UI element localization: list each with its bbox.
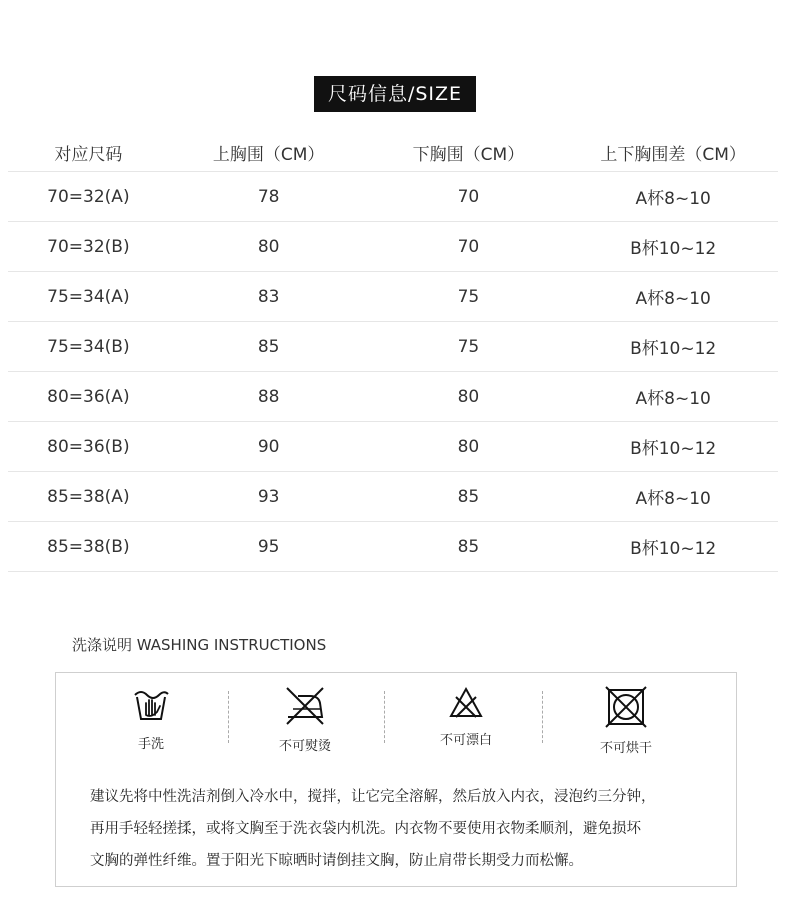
cell-under-bust: 75 [369, 322, 569, 372]
description-line: 再用手轻轻搓揉，或将文胸至于洗衣袋内机洗。内衣物不要使用衣物柔顺剂，避免损坏 [90, 821, 641, 837]
cell-under-bust: 80 [369, 372, 569, 422]
description-line: 文胸的弹性纤维。置于阳光下晾晒时请倒挂文胸，防止肩带长期受力而松懈。 [90, 853, 583, 869]
cell-size: 85=38(A) [8, 472, 169, 522]
icon-divider [542, 691, 543, 743]
table-row [8, 322, 778, 372]
washing-description [90, 781, 715, 877]
cell-under-bust: 80 [369, 422, 569, 472]
table-row [8, 172, 778, 222]
size-table-header [8, 133, 778, 172]
table-row [8, 372, 778, 422]
header-size: 对应尺码 [54, 144, 123, 165]
icon-label-no-bleach: 不可漂白 [439, 733, 492, 748]
header-upper-bust: 上胸围（CM） [212, 144, 325, 165]
icon-label-hand-wash: 手洗 [137, 737, 164, 752]
hand-wash-icon [131, 685, 171, 725]
cell-difference: B杯10~12 [568, 322, 778, 372]
no-tumble-dry-icon [604, 685, 648, 729]
icon-item-hand-wash [71, 685, 231, 765]
cell-upper-bust: 80 [169, 222, 369, 272]
cell-difference: A杯8~10 [568, 172, 778, 222]
cell-upper-bust: 88 [169, 372, 369, 422]
cell-upper-bust: 85 [169, 322, 369, 372]
washing-icons [56, 685, 736, 765]
cell-upper-bust: 78 [169, 172, 369, 222]
icon-divider [384, 691, 385, 743]
table-row [8, 222, 778, 272]
cell-under-bust: 85 [369, 472, 569, 522]
cell-size: 75=34(A) [8, 272, 169, 322]
table-row [8, 522, 778, 572]
cell-size: 80=36(A) [8, 372, 169, 422]
cell-upper-bust: 93 [169, 472, 369, 522]
icon-label-no-iron: 不可熨烫 [278, 739, 331, 754]
cell-under-bust: 85 [369, 522, 569, 572]
size-table [8, 133, 778, 572]
table-row [8, 472, 778, 522]
icon-label-no-tumble-dry: 不可烘干 [599, 741, 652, 756]
cell-size: 75=34(B) [8, 322, 169, 372]
size-title: 尺码信息/SIZE [314, 76, 476, 112]
table-row [8, 422, 778, 472]
cell-difference: B杯10~12 [568, 522, 778, 572]
icon-item-no-bleach [386, 685, 546, 765]
cell-difference: A杯8~10 [568, 372, 778, 422]
cell-difference: B杯10~12 [568, 222, 778, 272]
cell-size: 80=36(B) [8, 422, 169, 472]
cell-difference: B杯10~12 [568, 422, 778, 472]
cell-upper-bust: 95 [169, 522, 369, 572]
cell-upper-bust: 83 [169, 272, 369, 322]
washing-title: 洗涤说明 WASHING INSTRUCTIONS [72, 636, 327, 654]
header-under-bust: 下胸围（CM） [412, 144, 525, 165]
cell-under-bust: 70 [369, 172, 569, 222]
cell-under-bust: 75 [369, 272, 569, 322]
no-iron-icon [284, 685, 326, 727]
cell-upper-bust: 90 [169, 422, 369, 472]
cell-under-bust: 70 [369, 222, 569, 272]
header-bust-difference: 上下胸围差（CM） [600, 144, 746, 165]
cell-difference: A杯8~10 [568, 472, 778, 522]
cell-difference: A杯8~10 [568, 272, 778, 322]
washing-box [55, 672, 737, 887]
cell-size: 70=32(A) [8, 172, 169, 222]
description-line: 建议先将中性洗洁剂倒入冷水中，搅拌，让它完全溶解，然后放入内衣，浸泡约三分钟， [90, 789, 656, 805]
cell-size: 70=32(B) [8, 222, 169, 272]
icon-item-no-tumble-dry [546, 685, 706, 765]
icon-item-no-iron [225, 685, 385, 765]
table-row [8, 272, 778, 322]
size-title-container [0, 76, 790, 112]
cell-size: 85=38(B) [8, 522, 169, 572]
no-bleach-icon [448, 685, 484, 721]
